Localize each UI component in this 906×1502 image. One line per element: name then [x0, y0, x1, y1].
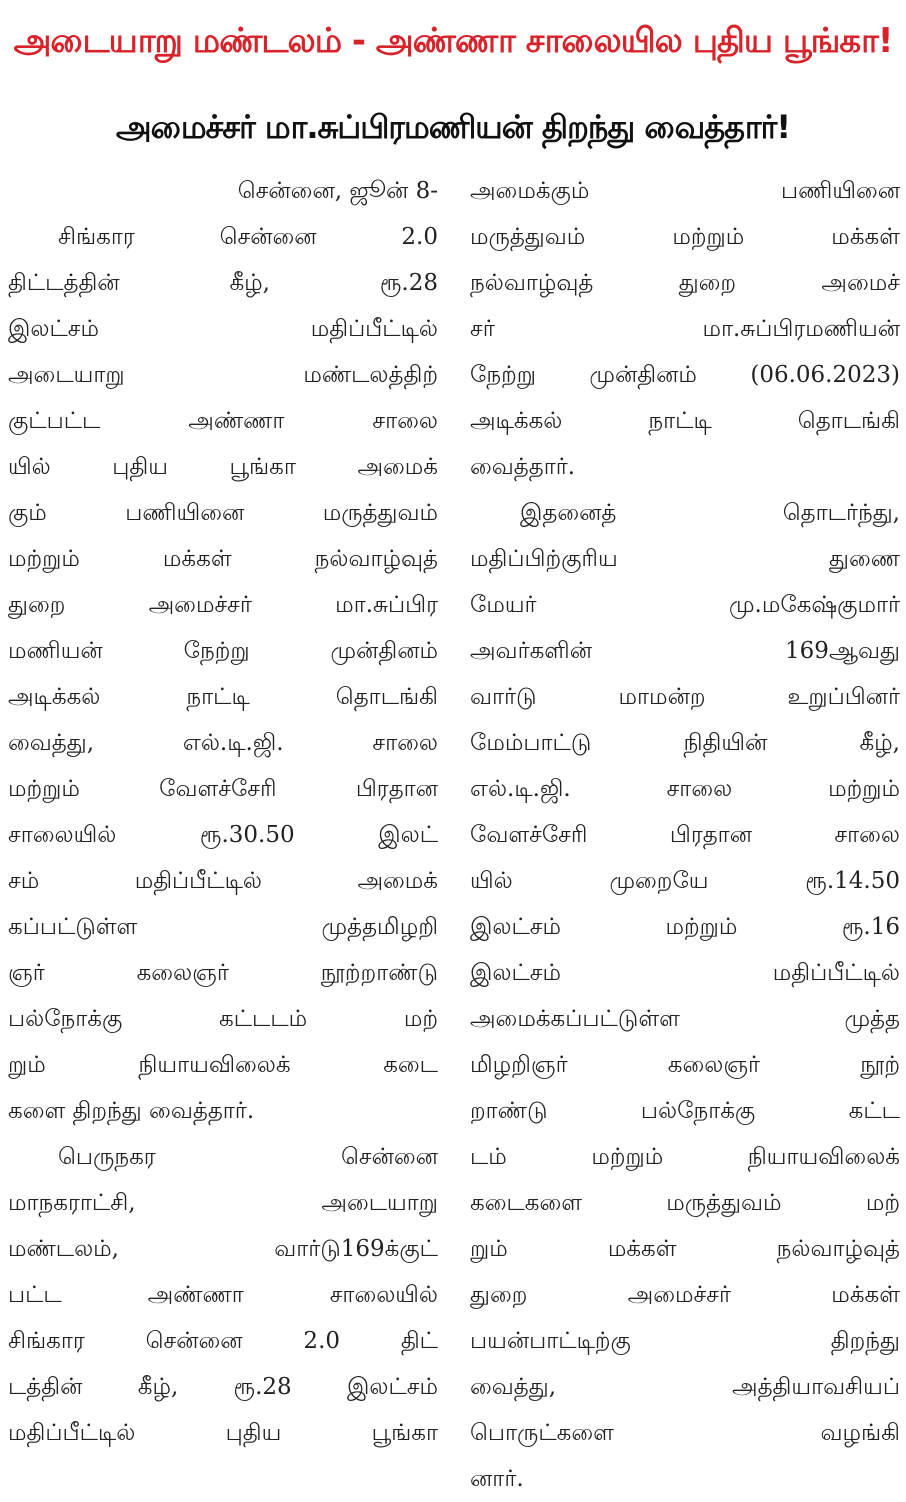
- article-column-right: [470, 168, 900, 1502]
- subheadline: அமைச்சர் மா.சுப்பிரமணியன் திறந்து வைத்தார்!: [116, 108, 790, 146]
- text-line: மற்றும் மக்கள் நல்வாழ்வுத்: [8, 546, 438, 572]
- text-line: மருத்துவம் மற்றும் மக்கள்: [470, 224, 900, 250]
- dateline: சென்னை, ஜூன் 8-: [237, 178, 438, 204]
- text-line: இலட்சம் மதிப்பீட்டில்: [470, 960, 900, 986]
- text-line: துறை அமைச்சர் மா.சுப்பிர: [8, 592, 438, 618]
- text-line: சர் மா.சுப்பிரமணியன்: [470, 316, 900, 342]
- text-line: அமைக்கப்பட்டுள்ள முத்த: [470, 1006, 900, 1032]
- text-line: அமைக்கும் பணியினை: [470, 178, 900, 204]
- text-line: மிழறிஞர் கலைஞர் நூற்: [470, 1052, 900, 1078]
- text-line: வைத்தார்.: [470, 454, 576, 480]
- text-line: இலட்சம் மற்றும் ரூ.16: [470, 914, 900, 940]
- text-line: பல்நோக்கு கட்டடம் மற்: [8, 1006, 438, 1032]
- text-line: கடைகளை மருத்துவம் மற்: [470, 1190, 900, 1216]
- text-line: களை திறந்து வைத்தார்.: [8, 1098, 255, 1124]
- text-line: அவர்களின் 169ஆவது: [470, 638, 900, 664]
- text-line: பயன்பாட்டிற்கு திறந்து: [470, 1328, 900, 1354]
- text-line: றாண்டு பல்நோக்கு கட்ட: [470, 1098, 900, 1124]
- text-line: றும் நியாயவிலைக் கடை: [8, 1052, 438, 1078]
- text-line: துறை அமைச்சர் மக்கள்: [470, 1282, 900, 1308]
- text-line: சம் மதிப்பீட்டில் அமைக்: [8, 868, 438, 894]
- text-line: நேற்று முன்தினம் (06.06.2023): [470, 362, 900, 388]
- text-line: சிங்கார சென்னை 2.0 திட்: [8, 1328, 438, 1354]
- text-line: மேயர் மு.மகேஷ்குமார்: [470, 592, 900, 618]
- text-line: மதிப்பிற்குரிய துணை: [470, 546, 900, 572]
- text-line: அடிக்கல் நாட்டி தொடங்கி: [8, 684, 438, 710]
- text-line: டத்தின் கீழ், ரூ.28 இலட்சம்: [8, 1374, 438, 1400]
- text-line: திட்டத்தின் கீழ், ரூ.28: [8, 270, 438, 296]
- text-line: மற்றும் வேளச்சேரி பிரதான: [8, 776, 438, 802]
- headline: அடையாறு மண்டலம் - அண்ணா சாலையில புதிய பூங்கா!: [13, 21, 893, 61]
- text-line: யில் முறையே ரூ.14.50: [470, 868, 900, 894]
- text-line: இதனைத் தொடர்ந்து,: [520, 500, 900, 526]
- text-line: ஞர் கலைஞர் நூற்றாண்டு: [8, 960, 438, 986]
- text-line: கும் பணியினை மருத்துவம்: [8, 500, 438, 526]
- text-line: கப்பட்டுள்ள முத்தமிழறி: [8, 914, 438, 940]
- text-line: சிங்கார சென்னை 2.0: [58, 224, 438, 250]
- text-line: னார்.: [470, 1466, 524, 1492]
- text-line: மாநகராட்சி, அடையாறு: [8, 1190, 438, 1216]
- text-line: அடையாறு மண்டலத்திற்: [8, 362, 438, 388]
- text-line: பொருட்களை வழங்கி: [470, 1420, 900, 1446]
- text-line: மேம்பாட்டு நிதியின் கீழ்,: [470, 730, 900, 756]
- text-line: எல்.டி.ஜி. சாலை மற்றும்: [470, 776, 900, 802]
- text-line: மதிப்பீட்டில் புதிய பூங்கா: [8, 1420, 438, 1446]
- text-line: பெருநகர சென்னை: [58, 1144, 438, 1170]
- text-line: மணியன் நேற்று முன்தினம்: [8, 638, 438, 664]
- article-column-left: [8, 168, 438, 1456]
- text-line: யில் புதிய பூங்கா அமைக்: [8, 454, 438, 480]
- text-line: நல்வாழ்வுத் துறை அமைச்: [470, 270, 900, 296]
- text-line: வேளச்சேரி பிரதான சாலை: [470, 822, 900, 848]
- text-line: சாலையில் ரூ.30.50 இலட்: [8, 822, 438, 848]
- text-line: அடிக்கல் நாட்டி தொடங்கி: [470, 408, 900, 434]
- text-line: மண்டலம், வார்டு169க்குட்: [8, 1236, 438, 1262]
- text-line: குட்பட்ட அண்ணா சாலை: [8, 408, 438, 434]
- text-line: வைத்து, எல்.டி.ஜி. சாலை: [8, 730, 438, 756]
- text-line: பட்ட அண்ணா சாலையில்: [8, 1282, 438, 1308]
- text-line: றும் மக்கள் நல்வாழ்வுத்: [470, 1236, 900, 1262]
- text-line: வார்டு மாமன்ற உறுப்பினர்: [470, 684, 900, 710]
- text-line: வைத்து, அத்தியாவசியப்: [470, 1374, 900, 1400]
- text-line: டம் மற்றும் நியாயவிலைக்: [470, 1144, 900, 1170]
- text-line: இலட்சம் மதிப்பீட்டில்: [8, 316, 438, 342]
